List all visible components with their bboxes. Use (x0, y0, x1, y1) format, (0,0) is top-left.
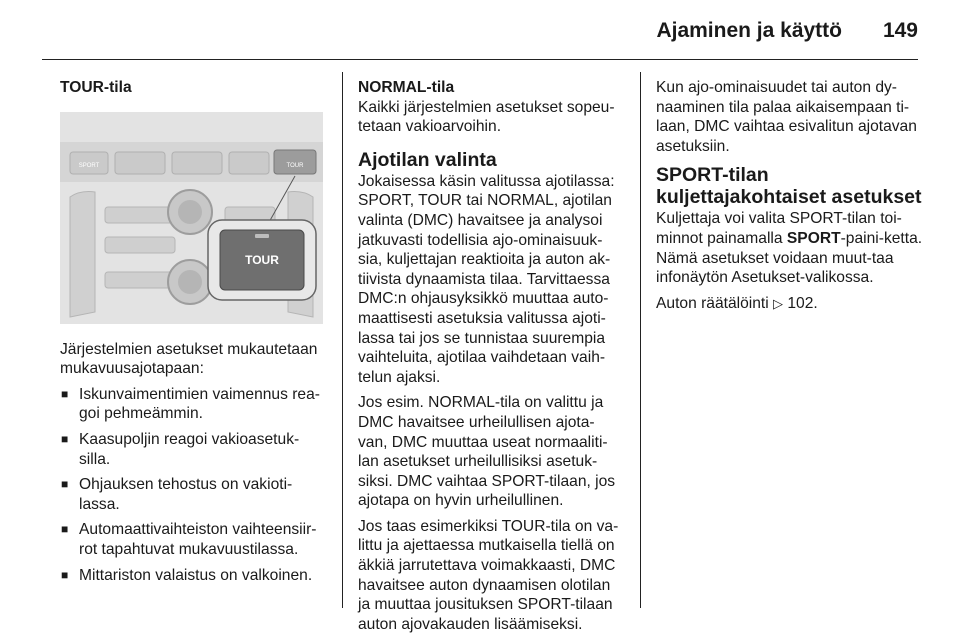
list-item: ■ Kaasupoljin reagoi vakioasetuk-silla. (60, 430, 328, 469)
header-title: Ajaminen ja käyttö (656, 19, 842, 42)
text-run: Kuljettaja voi valita SPORT-tilan toi-minnot painamalla (656, 210, 902, 247)
paragraph: Kun ajo-ominaisuudet tai auton dy-naaminen tila palaa aikaisempaan ti-laan, DMC vaihtaa esivalitun ajotavan asetuksiin. (656, 79, 917, 155)
figure-tour-large-label: TOUR (245, 252, 279, 267)
page-header (0, 0, 960, 60)
ajotilan-valinta-heading: Ajotilan valinta (358, 148, 497, 171)
column-1 (60, 78, 328, 591)
text-run: Auton räätälöinti (656, 294, 774, 312)
normal-heading: NORMAL-tila (358, 79, 455, 96)
column-2 (358, 78, 623, 640)
paragraph: Jos taas esimerkiksi TOUR-tila on va-littu ja ajettaessa mutkaisella tiellä on äkkiä jarrutettava voimakkaasti, DMC havaitsee auton dynaamisen olotilan ja muuttaa jousituksen SPORT-tilaan auton ajovakauden lisäämiseksi. (358, 517, 619, 633)
column-divider-1 (342, 72, 343, 608)
tour-bullet-list (60, 385, 328, 585)
figure-sport-label: SPORT (78, 162, 100, 169)
dashboard-illustration (60, 112, 323, 324)
paragraph (656, 209, 924, 287)
list-item: ■ Automaattivaihteiston vaihteensiir-rot tapahtuvat mukavuustilassa. (60, 520, 328, 559)
figure-tour-small-label: TOUR (286, 162, 304, 169)
paragraph: Jos esim. NORMAL-tila on valittu ja DMC havaitsee urheilullisen ajota-van, DMC muuttaa useat normaaliti-lan asetukset urheilullisiksi asetuk-siksi. DMC vaihtaa SPORT-tilaan, jos ajotapa on hyvin urheilullinen. (358, 394, 616, 510)
column-divider-2 (640, 72, 641, 608)
sport-settings-heading: SPORT-tilan kuljettajakohtaiset asetukset (656, 164, 922, 209)
page-reference[interactable]: 102. (783, 294, 818, 312)
tour-heading: TOUR-tila (60, 79, 132, 96)
text-run: -paini-ketta. Nämä asetukset voidaan muut-taa infonäytön Asetukset-valikossa. (656, 229, 923, 287)
list-item: ■ Ohjauksen tehostus on vakioti-lassa. (60, 475, 328, 514)
normal-text: Kaikki järjestelmien asetukset sopeu-tetaan vakioarvoihin. (358, 98, 615, 136)
arrow-icon: ▷ (773, 295, 784, 311)
header-divider (42, 59, 918, 60)
sport-button-label: SPORT (786, 229, 841, 247)
cross-reference (656, 294, 924, 314)
list-item: ■ Mittariston valaistus on valkoinen. (60, 566, 328, 586)
list-item: ■ Iskunvaimentimien vaimennus rea-goi pehmeämmin. (60, 385, 328, 424)
tour-intro: Järjestelmien asetukset mukautetaan mukavuusajotapaan: (60, 340, 318, 378)
column-3 (656, 78, 924, 319)
paragraph: Jokaisessa käsin valitussa ajotilassa: SPORT, TOUR tai NORMAL, ajotilan valinta (DMC) havaitsee ja analysoi jatkuvasti todellisia ajo-ominaisuuk-sia, kuljettajan reaktioita ja auton ak-tiivista dynaamista tilaa. Tarvittaessa DMC:n ohjausyksikkö muuttaa auto-maattisesti asetuksia valitussa ajoti-lassa tai jos se tunnistaa suurempia vaihteluita, ajotilaa vaihdetaan vaih-telun ajaksi. (358, 172, 615, 386)
page-number: 149 (882, 19, 918, 42)
